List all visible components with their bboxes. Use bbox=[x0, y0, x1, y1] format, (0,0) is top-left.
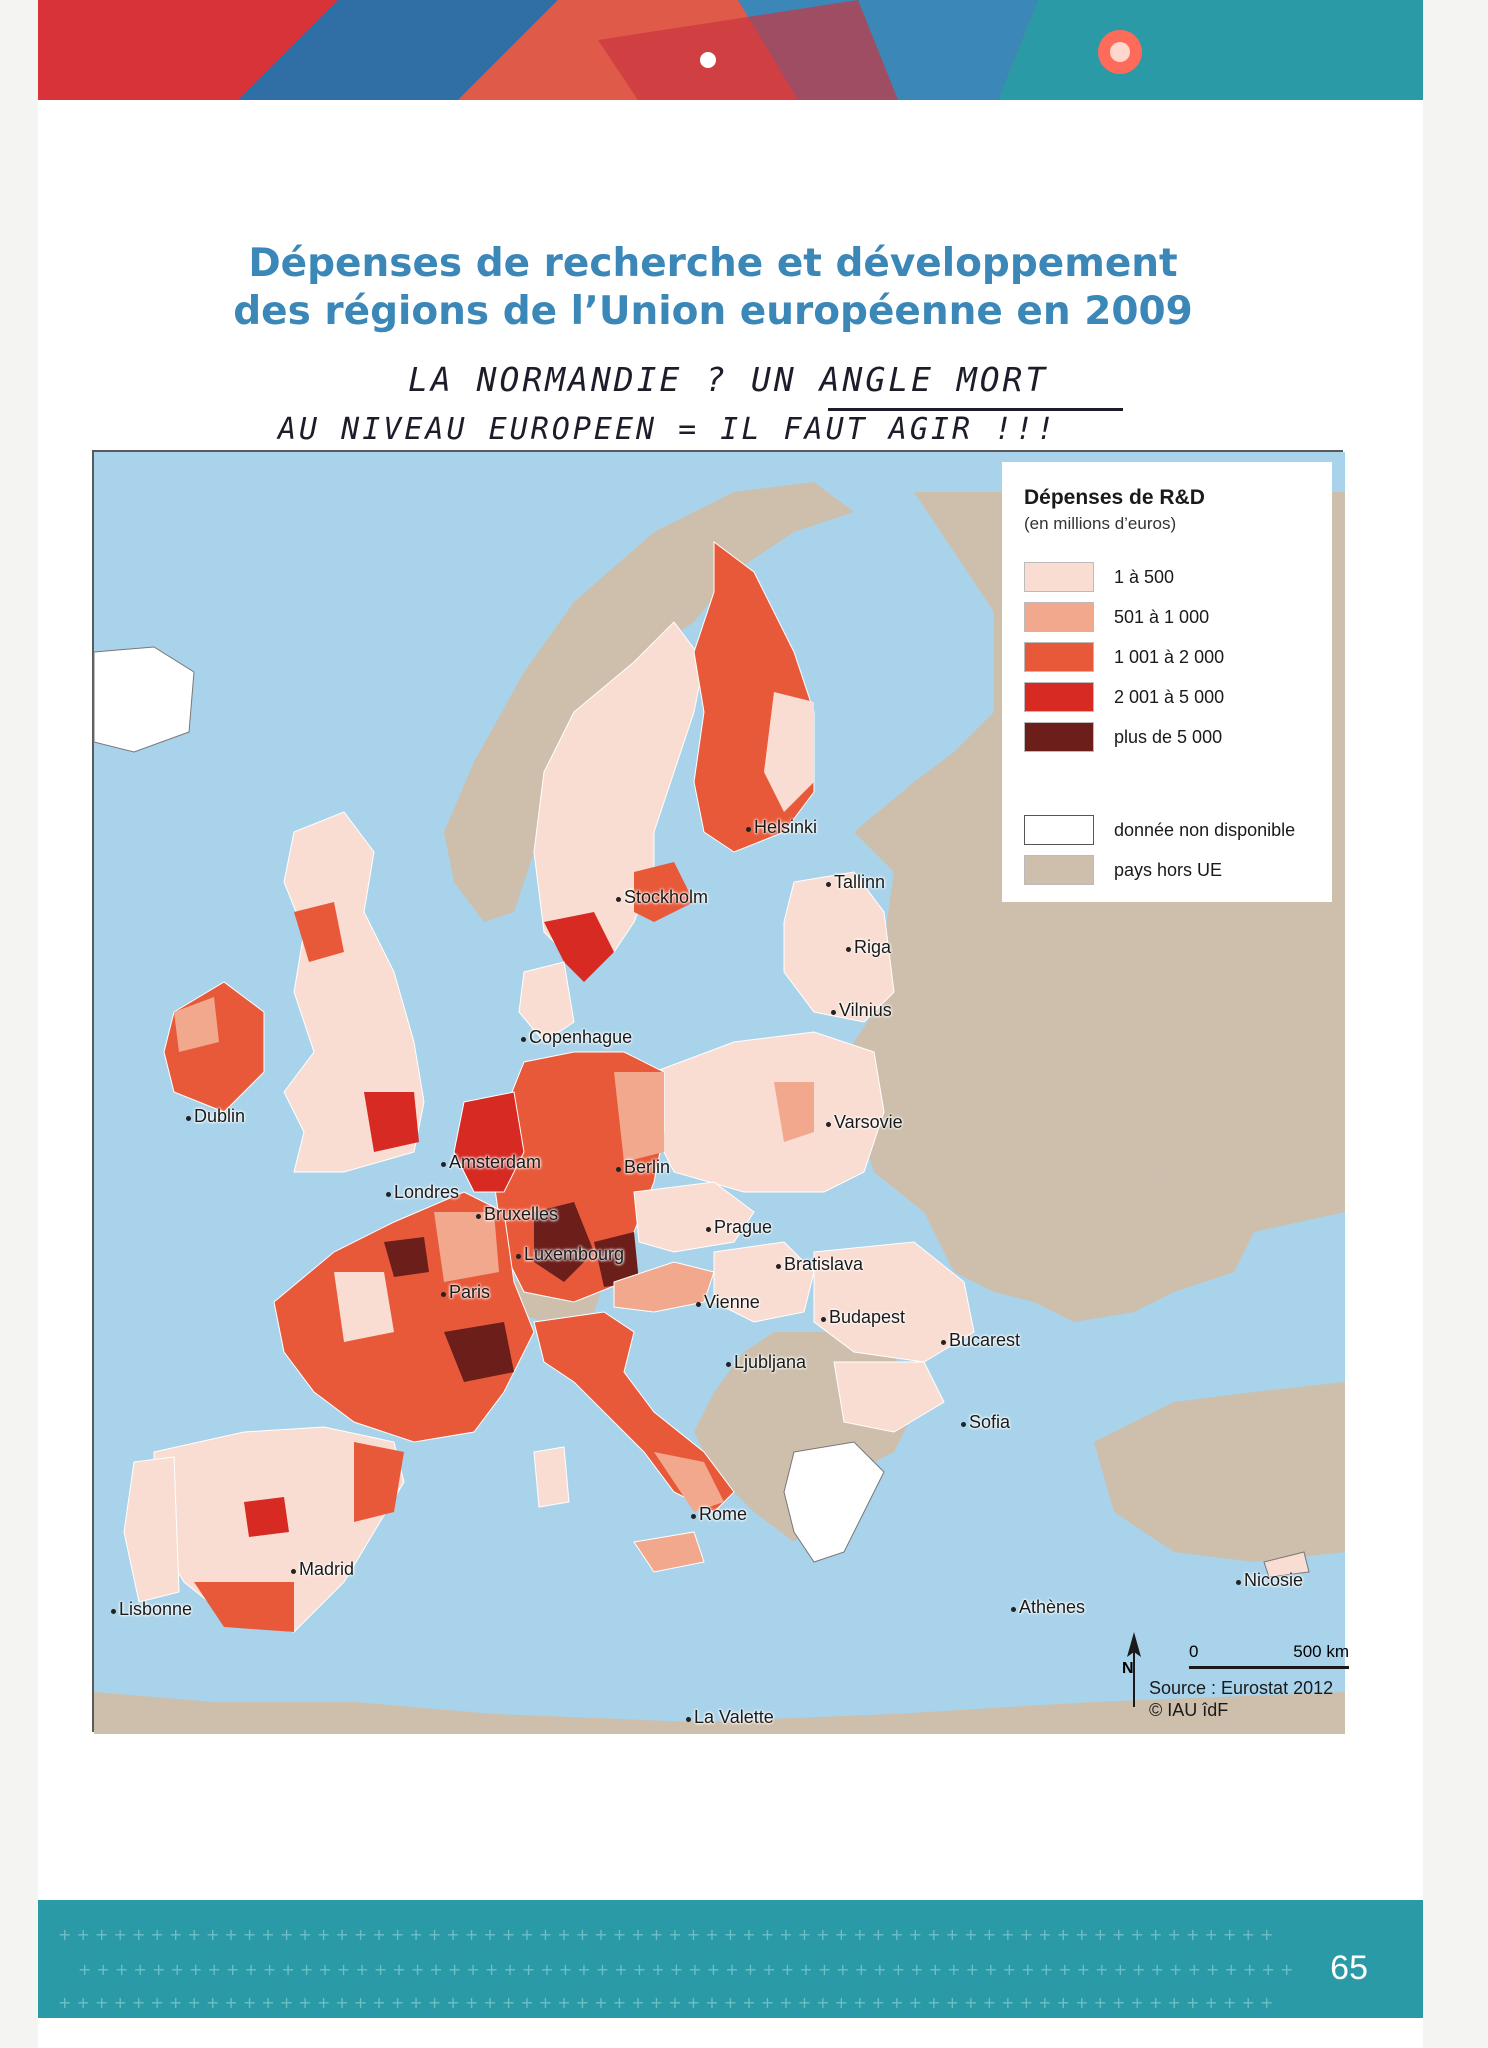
city-label: Stockholm bbox=[624, 887, 709, 907]
city-label: Amsterdam bbox=[449, 1152, 542, 1172]
legend-swatch bbox=[1024, 855, 1094, 885]
city-label: Copenhague bbox=[529, 1027, 633, 1047]
legend-row bbox=[1024, 562, 1324, 594]
top-banner bbox=[38, 0, 1423, 100]
city-label: Londres bbox=[394, 1182, 460, 1202]
legend-row bbox=[1024, 642, 1324, 674]
city-label: Bucarest bbox=[949, 1330, 1021, 1350]
source-line-1: Source : Eurostat 2012 bbox=[1149, 1678, 1334, 1698]
svg-text:+ + + + + + + + + + + + + + +: + + + + + + + + + + + + + + + + + + + + + + + + + + + + + + + + + + + + + + + + + + + + + + + + + + + + + + + + + + + + + + + + + + bbox=[58, 1993, 1274, 2012]
legend-swatch bbox=[1024, 562, 1094, 592]
page-number: 65 bbox=[1330, 1949, 1368, 1987]
title-line-2: des régions de l’Union européenne en 2009 bbox=[233, 289, 1193, 334]
city-label: Ljubljana bbox=[734, 1352, 807, 1372]
legend-row bbox=[1024, 602, 1324, 634]
source-line-2: © IAU îdF bbox=[1149, 1700, 1229, 1720]
map-legend bbox=[1002, 462, 1332, 902]
title-line-1: Dépenses de recherche et développement bbox=[248, 241, 1178, 286]
city-label: Budapest bbox=[829, 1307, 906, 1327]
city-label: Sofia bbox=[969, 1412, 1011, 1432]
svg-text:+ + + + + + + + + + + + + + +: + + + + + + + + + + + + + + + + + + + + + + + + + + + + + + + + + + + + + + + + + + + + + + + + + + + + + + + + + + + + + + + + + + bbox=[78, 1960, 1294, 1979]
map-frame bbox=[92, 450, 1349, 1732]
legend-label: pays hors UE bbox=[1114, 860, 1223, 880]
legend-label: 1 001 à 2 000 bbox=[1114, 647, 1225, 667]
city-label: Bruxelles bbox=[484, 1204, 559, 1224]
scale-zero: 0 bbox=[1189, 1642, 1199, 1661]
city-label: Varsovie bbox=[834, 1112, 903, 1132]
city-label: Madrid bbox=[299, 1559, 355, 1579]
legend-subtitle: (en millions d’euros) bbox=[1024, 514, 1177, 533]
legend-swatch bbox=[1024, 682, 1094, 712]
legend-title: Dépenses de R&D bbox=[1024, 486, 1205, 509]
city-label: Vilnius bbox=[839, 1000, 892, 1020]
svg-text:+ + + + + + + + + + + + + + +: + + + + + + + + + + + + + + + + + + + + + + + + + + + + + + + + + + + + + + + + + + + + + + + + + + + + + + + + + + + + + + + + + + bbox=[58, 1925, 1274, 1944]
city-label: Riga bbox=[854, 937, 892, 957]
map-source bbox=[1149, 1677, 1333, 1721]
banner-graphic bbox=[38, 0, 1423, 100]
city-label: Prague bbox=[714, 1217, 773, 1237]
scale-label: 500 km bbox=[1293, 1642, 1349, 1661]
note-underline bbox=[828, 408, 1123, 411]
map-title bbox=[208, 240, 1218, 336]
bottom-band bbox=[38, 1900, 1423, 2018]
sardinia-region bbox=[534, 1447, 569, 1507]
city-label: Rome bbox=[699, 1504, 748, 1524]
legend-row bbox=[1024, 682, 1324, 714]
handwritten-note-line-2: AU NIVEAU EUROPEEN = IL FAUT AGIR !!! bbox=[278, 412, 1058, 447]
handwritten-note-line-1: LA NORMANDIE ? UN ANGLE MORT bbox=[408, 360, 1049, 399]
city-label: Helsinki bbox=[754, 817, 818, 837]
legend-label: 1 à 500 bbox=[1114, 567, 1175, 587]
legend-label: 2 001 à 5 000 bbox=[1114, 687, 1225, 707]
city-label: Luxembourg bbox=[524, 1244, 625, 1264]
spain-madrid-area bbox=[244, 1497, 289, 1537]
city-label: Nicosie bbox=[1244, 1570, 1304, 1590]
legend-label: 501 à 1 000 bbox=[1114, 607, 1210, 627]
city-label: Tallinn bbox=[834, 872, 886, 892]
legend-swatch bbox=[1024, 815, 1094, 845]
scale-bar bbox=[1189, 1642, 1349, 1672]
city-label: Vienne bbox=[704, 1292, 760, 1312]
scale-line bbox=[1189, 1666, 1349, 1669]
north-label: N bbox=[1122, 1660, 1134, 1677]
legend-swatch bbox=[1024, 642, 1094, 672]
city-label: Athènes bbox=[1019, 1597, 1086, 1617]
legend-swatch bbox=[1024, 722, 1094, 752]
city-label: Dublin bbox=[194, 1106, 246, 1126]
city-label: Lisbonne bbox=[119, 1599, 193, 1619]
legend-label: plus de 5 000 bbox=[1114, 727, 1223, 747]
city-label: Paris bbox=[449, 1282, 491, 1302]
city-label: Bratislava bbox=[784, 1254, 864, 1274]
legend-swatch bbox=[1024, 602, 1094, 632]
legend-label: donnée non disponible bbox=[1114, 820, 1296, 840]
legend-row bbox=[1024, 722, 1324, 754]
france-center-area bbox=[334, 1272, 394, 1342]
book-page bbox=[38, 0, 1423, 2048]
legend-row bbox=[1024, 815, 1324, 847]
city-label: La Valette bbox=[694, 1707, 774, 1727]
band-pattern bbox=[38, 1900, 1423, 2018]
city-label: Berlin bbox=[624, 1157, 671, 1177]
legend-row bbox=[1024, 855, 1324, 887]
